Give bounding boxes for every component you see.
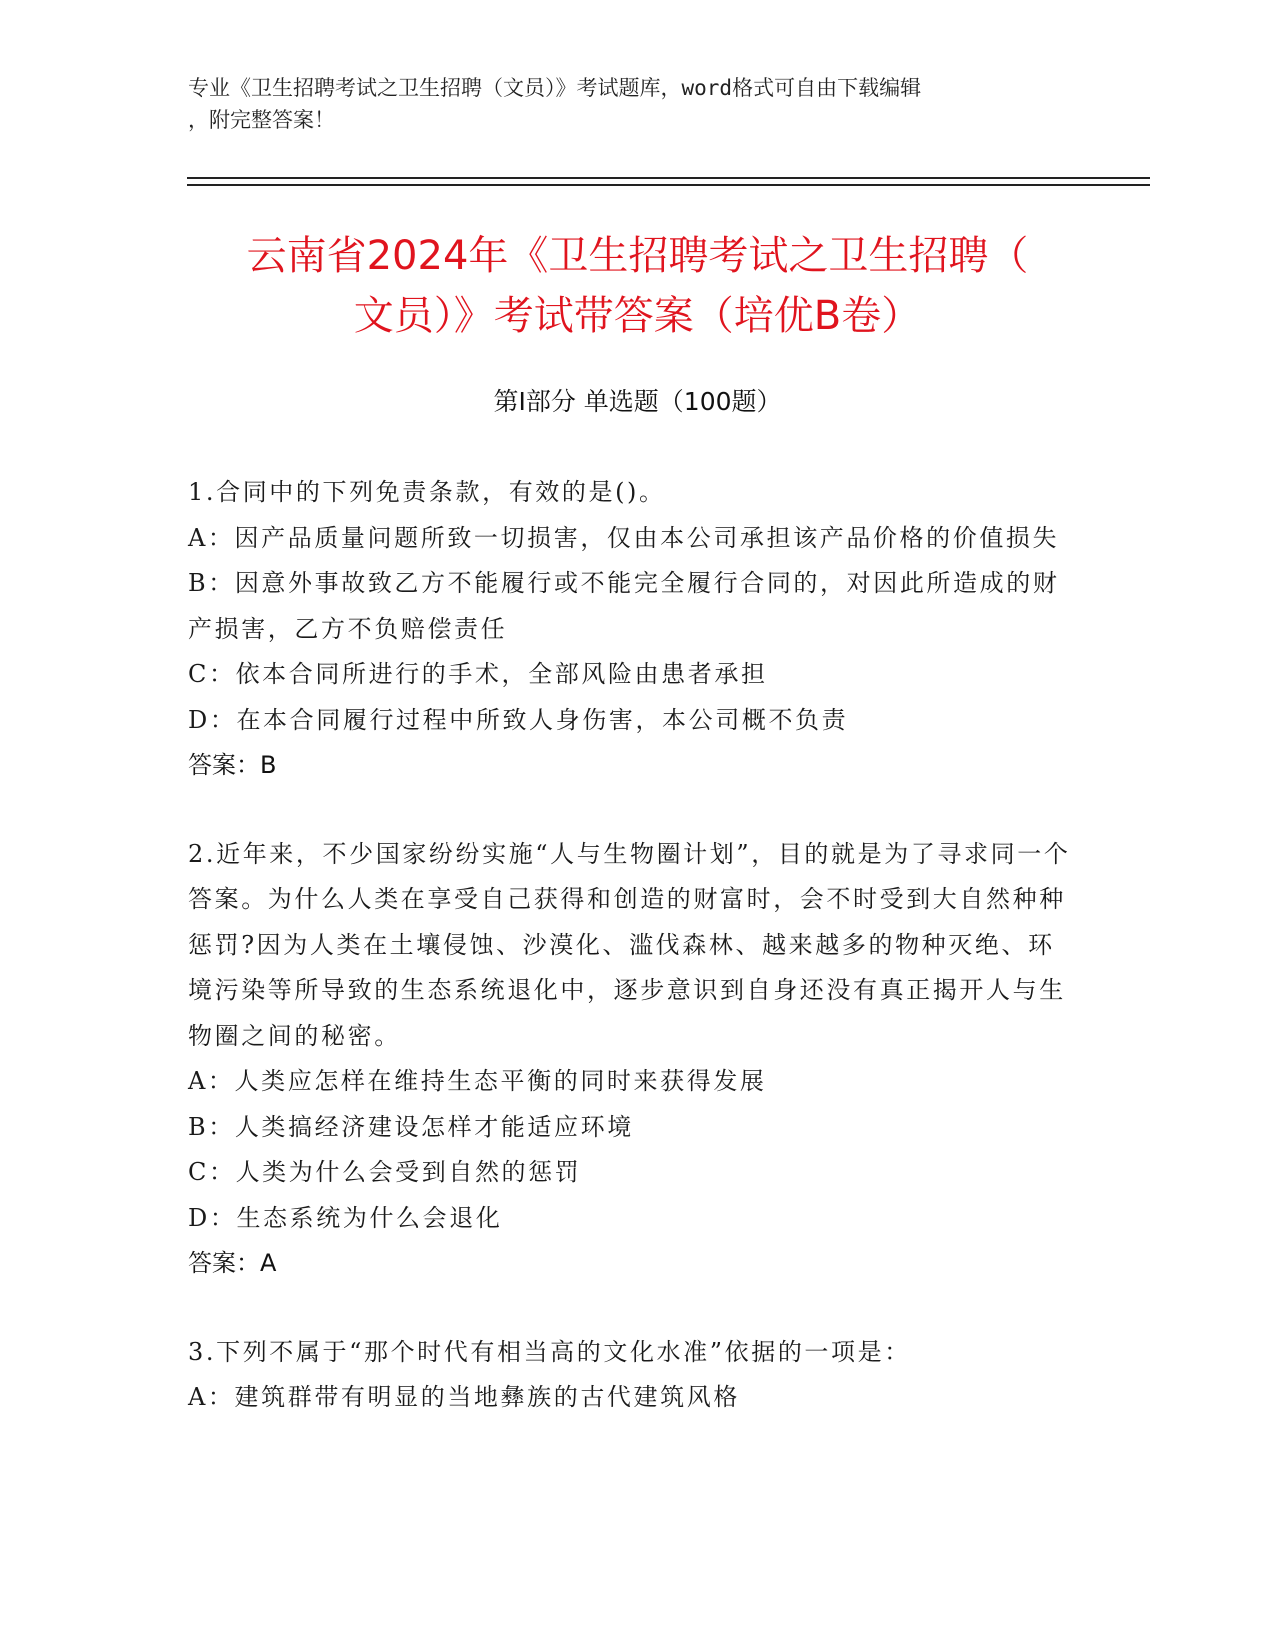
option-b: B：人类搞经济建设怎样才能适应环境 (188, 1112, 634, 1141)
option-d: D：在本合同履行过程中所致人身伤害，本公司概不负责 (188, 705, 849, 734)
answer: 答案：B (188, 751, 277, 779)
document-title-line-2: 文员）》考试带答案（培优B卷） (353, 293, 922, 339)
option-a: A：因产品质量问题所致一切损害，仅由本公司承担该产品价格的价值损失 (188, 523, 1060, 552)
option-d: D：生态系统为什么会退化 (188, 1203, 503, 1232)
header-divider-bottom (187, 184, 1150, 186)
question-list (188, 470, 1078, 1464)
option-c: C：人类为什么会受到自然的惩罚 (188, 1158, 582, 1186)
document-title (170, 226, 1105, 346)
section-title: 第Ⅰ部分 单选题（100题） (493, 387, 782, 416)
question-stem: 3.下列不属于“那个时代有相当高的文化水准”依据的一项是： (188, 1337, 911, 1366)
header-note-line-1: 专业《卫生招聘考试之卫生招聘（文员）》考试题库，word格式可自由下载编辑 (188, 76, 922, 100)
question-1 (188, 470, 1078, 789)
header-divider-top (187, 177, 1150, 179)
question-stem: 1.合同中的下列免责条款，有效的是()。 (188, 478, 666, 506)
option-a: A：人类应怎样在维持生态平衡的同时来获得发展 (188, 1067, 767, 1095)
document-title-line-1: 云南省2024年《卫生招聘考试之卫生招聘（ (246, 233, 1029, 279)
option-c: C：依本合同所进行的手术，全部风险由患者承担 (188, 660, 768, 688)
answer: 答案：A (188, 1249, 277, 1277)
question-3 (188, 1330, 1078, 1421)
header-note-line-2: ，附完整答案！ (188, 108, 335, 132)
question-stem: 2.近年来，不少国家纷纷实施“人与生物圈计划”，目的就是为了寻求同一个答案。为什么人类在享受自己获得和创造的财富时，会不时受到大自然种种惩罚?因为人类在土壤侵蚀、沙漠化、滥伐森林、越来越多的物种灭绝、环境污染等所导致的生态系统退化中，逐步意识到自身还没有真正揭开人与生物圈之间的秘密。 (188, 839, 1071, 1050)
option-a: A：建筑群带有明显的当地彝族的古代建筑风格 (188, 1383, 740, 1411)
option-b: B：因意外事故致乙方不能履行或不能完全履行合同的，对因此所造成的财产损害，乙方不负赔偿责任 (188, 569, 1060, 643)
question-2 (188, 832, 1078, 1287)
header-note (188, 72, 1068, 136)
